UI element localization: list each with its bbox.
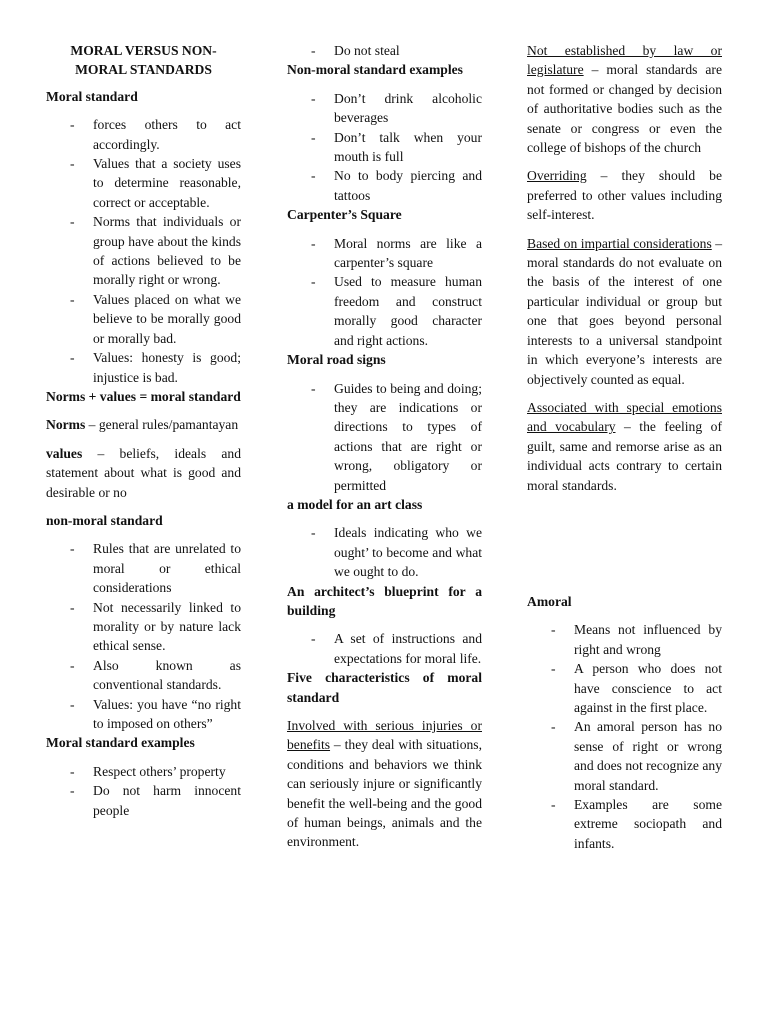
characteristic-5 <box>527 398 722 495</box>
list-item: - Guides to being and doing; they are indications or directions to types of actions that are right or wrong, obligatory or permitted <box>287 379 482 495</box>
list-item: - Values that a society uses to determine reasonable, correct or acceptable. <box>46 154 241 212</box>
five-characteristics-heading: Five characteristics of moral standard <box>287 670 482 705</box>
art-class-list <box>287 523 482 581</box>
list-item: - forces others to act accordingly. <box>46 115 241 154</box>
list-item: - Examples are some extreme sociopath and infants. <box>527 795 722 853</box>
moral-examples-list <box>46 762 241 820</box>
characteristic-5-term: Associated with special emotions and vocabulary <box>527 399 722 435</box>
norms-term: Norms <box>46 417 86 433</box>
carpenter-list <box>287 234 482 350</box>
list-item: - Do not steal <box>287 41 482 60</box>
list-item: - Moral norms are like a carpenter’s square <box>287 234 482 273</box>
values-term: values <box>46 445 83 461</box>
nonmoral-examples-list <box>287 89 482 205</box>
road-signs-list <box>287 379 482 495</box>
list-item: - Values: you have “no right to imposed on others” <box>46 695 241 734</box>
characteristic-2-term: Not established by law or legislature <box>527 43 722 78</box>
list-item: - A person who does not have conscience to act against in the first place. <box>527 659 722 717</box>
document-title: MORAL VERSUS NON-MORAL STANDARDS <box>70 43 217 78</box>
list-item: - Rules that are unrelated to moral or ethical considerations <box>46 539 241 597</box>
list-item: - Don’t talk when your mouth is full <box>287 128 482 167</box>
list-item: - No to body piercing and tattoos <box>287 166 482 205</box>
list-item: - Ideals indicating who we ought’ to become and what we ought to do. <box>287 523 482 581</box>
moral-examples-heading: Moral standard examples <box>46 735 195 751</box>
column-2 <box>287 41 482 861</box>
characteristic-2 <box>527 41 722 157</box>
characteristic-3-term: Overriding <box>527 168 587 184</box>
list-item: - Respect others’ property <box>46 762 241 781</box>
list-item: - Do not harm innocent people <box>46 781 241 820</box>
moral-standard-list <box>46 115 241 387</box>
amoral-list <box>527 620 722 853</box>
list-item: - Values placed on what we believe to be morally good or morally bad. <box>46 290 241 348</box>
list-item: - Used to measure human freedom and construct morally good character and right actions. <box>287 272 482 350</box>
list-item: - A set of instructions and expectations for moral life. <box>287 629 482 668</box>
formula-heading: Norms + values = moral standard <box>46 388 241 404</box>
nonmoral-standard-list <box>46 539 241 733</box>
norms-definition <box>46 415 241 434</box>
list-item: - Values: honesty is good; injustice is bad. <box>46 348 241 387</box>
list-item: - Don’t drink alcoholic beverages <box>287 89 482 128</box>
list-item: - Means not influenced by right and wrong <box>527 620 722 659</box>
characteristic-4-term: Based on impartial considerations <box>527 235 712 251</box>
norms-def: – general rules/pamantayan <box>85 417 239 433</box>
amoral-heading: Amoral <box>527 593 572 609</box>
road-signs-heading: Moral road signs <box>287 352 386 368</box>
characteristic-2-def: – moral standards are not formed or changed by decision of authoritative bodies such as the senate or congress or even the college of bishops of the church <box>527 62 722 156</box>
list-item: - Norms that individuals or group have about the kinds of actions believed to be morally right or wrong. <box>46 212 241 290</box>
characteristic-1-def: – they deal with situations, conditions and behaviors we think can seriously injure or significantly benefit the well-being and the good of human beings, animals and the environment. <box>287 737 482 850</box>
characteristic-3-def: – they should be preferred to other values including self-interest. <box>527 168 722 223</box>
moral-standard-heading: Moral standard <box>46 88 138 104</box>
list-item: - Also known as conventional standards. <box>46 656 241 695</box>
values-def: – beliefs, ideals and statement about what is good and desirable or no <box>46 445 241 500</box>
characteristic-3 <box>527 166 722 224</box>
blueprint-heading: An architect’s blueprint for a building <box>287 583 482 618</box>
column-3 <box>527 41 722 853</box>
blueprint-list <box>287 629 482 668</box>
characteristic-4-def: – moral standards do not evaluate on the basis of the interest of one particular individual or group but one that goes beyond personal interests to a universal standpoint in which everyone’s interests are objectively counted as equal. <box>527 235 722 387</box>
list-item: - An amoral person has no sense of right or wrong and does not recognize any moral standard. <box>527 717 722 795</box>
list-item: - Not necessarily linked to morality or by nature lack ethical sense. <box>46 598 241 656</box>
values-definition <box>46 444 241 502</box>
moral-examples-list-continued <box>287 41 482 60</box>
characteristic-1-term: Involved with serious injuries or benefits <box>287 718 482 753</box>
nonmoral-standard-heading: non-moral standard <box>46 512 163 528</box>
characteristic-5-def: – the feeling of guilt, same and remorse arise as an individual acts contrary to certain moral standards. <box>527 419 722 493</box>
column-1 <box>46 41 241 820</box>
nonmoral-examples-heading: Non-moral standard examples <box>287 62 463 78</box>
characteristic-1 <box>287 716 482 852</box>
carpenter-heading: Carpenter’s Square <box>287 207 402 223</box>
characteristic-4 <box>527 234 722 389</box>
art-class-heading: a model for an art class <box>287 496 423 512</box>
